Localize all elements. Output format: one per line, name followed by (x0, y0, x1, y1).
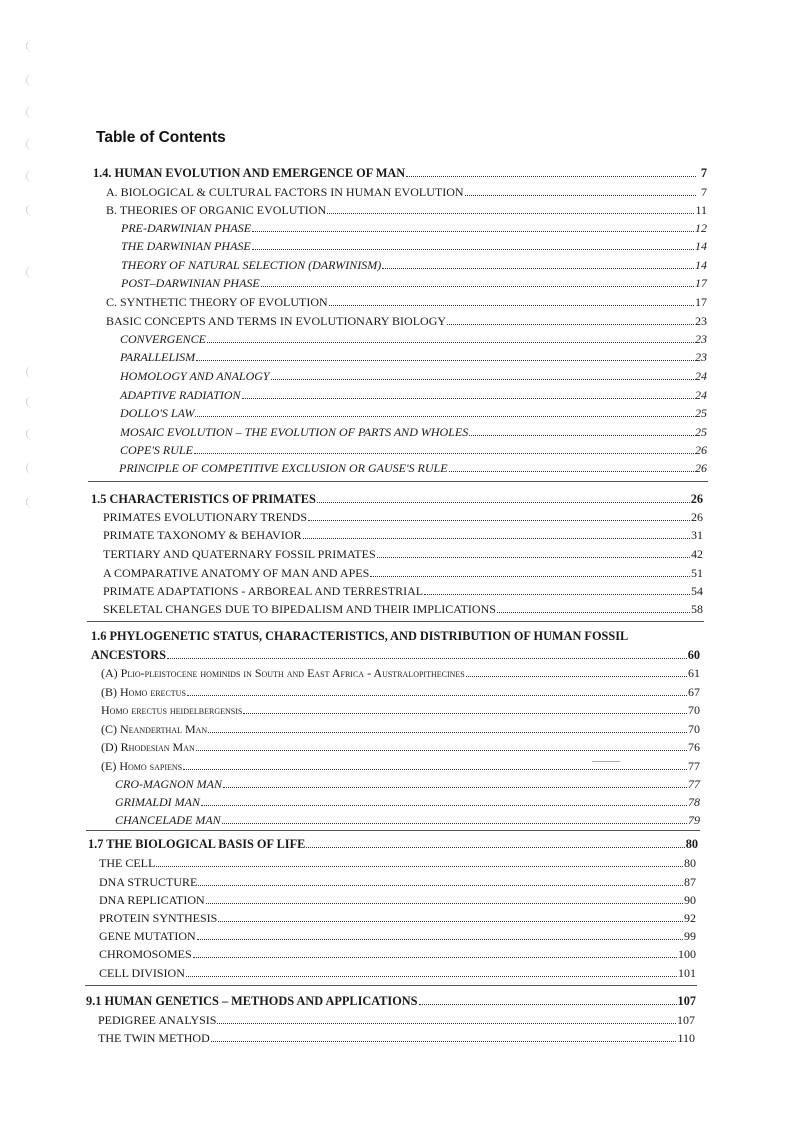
toc-entry[interactable] (106, 203, 707, 217)
section-divider (87, 621, 704, 622)
toc-entry[interactable] (101, 666, 700, 680)
dot-leader (447, 323, 694, 325)
toc-entry-label: SKELETAL CHANGES DUE TO BIPEDALISM AND THEIR IMPLICATIONS (103, 602, 496, 616)
toc-page-number: 99 (684, 929, 696, 943)
section-divider (88, 481, 708, 482)
toc-entry-label: (C) Neanderthal Man (101, 722, 208, 736)
toc-page-number: 42 (691, 547, 703, 561)
toc-page-number: 17 (695, 295, 707, 309)
toc-entry-label: MOSAIC EVOLUTION – THE EVOLUTION OF PARTS AND WHOLES (120, 425, 469, 439)
toc-entry[interactable] (103, 528, 703, 542)
dot-leader (223, 786, 687, 788)
toc-entry-label: THE DARWINIAN PHASE (121, 239, 251, 253)
toc-entry-label: DOLLO'S LAW (120, 406, 195, 420)
dot-leader (449, 470, 694, 472)
toc-entry-label: CHROMOSOMES (99, 947, 192, 961)
toc-entry-label: POST–DARWINIAN PHASE (121, 276, 260, 290)
toc-page-number: 25 (695, 425, 707, 439)
toc-entry[interactable] (120, 443, 707, 457)
toc-heading-9-1[interactable] (86, 994, 696, 1008)
toc-page-number: 67 (688, 685, 700, 699)
dot-leader (303, 537, 691, 539)
toc-entry-label: BASIC CONCEPTS AND TERMS IN EVOLUTIONARY BIOLOGY (106, 314, 447, 328)
dot-leader (207, 341, 694, 343)
toc-page-number: 7 (701, 185, 707, 199)
toc-entry[interactable] (98, 1013, 695, 1027)
dot-leader (206, 902, 683, 904)
toc-page-number: 78 (688, 795, 700, 809)
dot-leader (329, 304, 694, 306)
toc-entry-label: (E) Homo sapiens (101, 759, 183, 773)
dot-leader (196, 749, 687, 751)
toc-heading-1-5[interactable] (91, 492, 703, 506)
toc-entry-label: (A) Plio-pleistocene hominids in South and East Africa - Australopithecines (101, 666, 465, 680)
dot-leader (370, 575, 690, 577)
dot-leader (183, 768, 687, 770)
dot-leader (222, 822, 687, 824)
toc-entry[interactable] (101, 722, 700, 736)
toc-heading-label: 1.5 CHARACTERISTICS OF PRIMATES (91, 492, 316, 506)
dot-leader (187, 694, 687, 696)
toc-page-number: 100 (678, 947, 696, 961)
toc-entry[interactable] (99, 856, 696, 870)
dot-leader (271, 378, 694, 380)
toc-page-number: 70 (688, 722, 700, 736)
toc-heading-1-7[interactable] (88, 837, 698, 851)
toc-entry-label: CRO-MAGNON MAN (115, 777, 222, 791)
toc-entry[interactable] (119, 461, 707, 475)
toc-entry-label: CELL DIVISION (99, 966, 185, 980)
toc-entry-label: THEORY OF NATURAL SELECTION (DARWINISM) (121, 258, 382, 272)
toc-entry-label: (D) Rhodesian Man (101, 740, 195, 754)
toc-entry[interactable] (101, 685, 700, 699)
toc-entry[interactable] (103, 584, 703, 598)
dot-leader (406, 175, 696, 177)
toc-entry-label: COPE'S RULE (120, 443, 193, 457)
toc-entry[interactable] (106, 295, 707, 309)
toc-entry-label: DNA REPLICATION (99, 893, 205, 907)
toc-entry[interactable] (103, 547, 703, 561)
toc-page-number: 92 (684, 911, 696, 925)
toc-entry[interactable] (120, 388, 707, 402)
dot-leader (382, 267, 694, 269)
toc-entry-label: PRIMATE ADAPTATIONS - ARBOREAL AND TERRESTRIAL (103, 584, 424, 598)
toc-entry-label: CONVERGENCE (120, 332, 206, 346)
toc-page-number: 101 (678, 966, 696, 980)
toc-entry[interactable] (120, 332, 707, 346)
toc-entry[interactable] (121, 221, 707, 235)
toc-heading-label: ANCESTORS (91, 648, 166, 662)
dot-leader (218, 920, 683, 922)
toc-entry-label: Homo erectus heidelbergensis (101, 703, 243, 717)
toc-entry-label: A COMPARATIVE ANATOMY OF MAN AND APES (103, 566, 370, 580)
toc-page-number: 24 (695, 388, 707, 402)
toc-entry-label: B. THEORIES OF ORGANIC EVOLUTION (106, 203, 327, 217)
toc-entry[interactable] (99, 911, 696, 925)
toc-page-number: 12 (695, 221, 707, 235)
dot-leader (327, 212, 694, 214)
toc-heading-label: 1.4. HUMAN EVOLUTION AND EMERGENCE OF MAN (93, 166, 406, 180)
toc-page-number: 77 (688, 777, 700, 791)
toc-entry[interactable] (121, 258, 707, 272)
page-title: Table of Contents (96, 129, 226, 146)
dot-leader (186, 975, 677, 977)
toc-page-number: 76 (688, 740, 700, 754)
dot-leader (306, 846, 684, 848)
toc-entry[interactable] (121, 239, 707, 253)
dot-leader (242, 397, 694, 399)
toc-page-number: 23 (695, 350, 707, 364)
dot-leader (465, 194, 696, 196)
toc-entry[interactable] (101, 740, 700, 754)
toc-page-number: 70 (688, 703, 700, 717)
toc-page-number: 54 (691, 584, 703, 598)
scan-mark (592, 761, 620, 762)
dot-leader (497, 611, 690, 613)
toc-page-number: 24 (695, 369, 707, 383)
toc-page-number: 17 (695, 276, 707, 290)
dot-leader (195, 415, 694, 417)
toc-entry-label: GENE MUTATION (99, 929, 196, 943)
toc-page-number: 58 (691, 602, 703, 616)
toc-entry-label: (B) Homo erectus (101, 685, 186, 699)
toc-heading-label: 1.7 THE BIOLOGICAL BASIS OF LIFE (88, 837, 306, 851)
dot-leader (317, 501, 690, 503)
dot-leader (261, 285, 694, 287)
toc-entry[interactable] (103, 566, 703, 580)
toc-entry[interactable] (115, 795, 700, 809)
toc-entry[interactable] (101, 703, 700, 717)
toc-page-number: 23 (695, 332, 707, 346)
toc-page-number: 31 (691, 528, 703, 542)
dot-leader (377, 556, 690, 558)
dot-leader (252, 230, 694, 232)
toc-entry[interactable] (115, 777, 700, 791)
dot-leader (197, 938, 683, 940)
toc-heading-1-6[interactable] (91, 648, 700, 662)
dot-leader (466, 675, 687, 677)
toc-entry[interactable] (106, 314, 707, 328)
toc-entry-label: PRIMATE TAXONOMY & BEHAVIOR (103, 528, 302, 542)
toc-entry-label: THE TWIN METHOD (98, 1031, 210, 1045)
toc-heading-1-6-line1[interactable]: 1.6 PHYLOGENETIC STATUS, CHARACTERISTICS, AND DISTRIBUTION OF HUMAN FOSSIL (91, 629, 629, 643)
toc-entry[interactable] (120, 406, 707, 420)
dot-leader (198, 884, 683, 886)
toc-page-number: 14 (695, 239, 707, 253)
toc-entry[interactable] (103, 510, 703, 524)
dot-leader (211, 1040, 677, 1042)
toc-page-number: 110 (677, 1031, 695, 1045)
dot-leader (156, 865, 683, 867)
toc-page-number: 61 (688, 666, 700, 680)
toc-page-number: 79 (688, 813, 700, 827)
dot-leader (469, 434, 694, 436)
toc-page-number: 26 (695, 461, 707, 475)
toc-entry[interactable] (106, 185, 707, 199)
toc-entry-label: THE CELL (99, 856, 156, 870)
toc-page-number: 23 (695, 314, 707, 328)
toc-entry-label: PROTEIN SYNTHESIS (99, 911, 218, 925)
dot-leader (252, 248, 694, 250)
toc-entry-label: CHANCELADE MAN (115, 813, 221, 827)
toc-page-number: 26 (690, 492, 703, 506)
dot-leader (201, 804, 687, 806)
toc-page-number: 107 (677, 994, 696, 1008)
toc-entry[interactable] (98, 1031, 695, 1045)
section-divider (85, 985, 697, 986)
toc-entry[interactable] (103, 602, 703, 616)
toc-page-number: 77 (688, 759, 700, 773)
toc-entry-label: PRINCIPLE OF COMPETITIVE EXCLUSION OR GAUSE'S RULE (119, 461, 448, 475)
dot-leader (196, 359, 694, 361)
toc-entry-label: C. SYNTHETIC THEORY OF EVOLUTION (106, 295, 328, 309)
toc-entry-label: PRE-DARWINIAN PHASE (121, 221, 252, 235)
toc-entry-label: ADAPTIVE RADIATION (120, 388, 241, 402)
toc-entry[interactable] (121, 276, 707, 290)
toc-entry-label: GRIMALDI MAN (115, 795, 200, 809)
dot-leader (308, 519, 690, 521)
dot-leader (208, 731, 687, 733)
toc-page-number: 7 (700, 166, 707, 180)
toc-entry[interactable] (99, 893, 696, 907)
section-divider (86, 830, 700, 831)
toc-page-number: 26 (695, 443, 707, 457)
toc-entry-label: PRIMATES EVOLUTIONARY TRENDS (103, 510, 308, 524)
toc-entry[interactable] (99, 947, 696, 961)
dot-leader (424, 593, 690, 595)
toc-page-number: 107 (677, 1013, 695, 1027)
toc-entry[interactable] (120, 350, 707, 364)
toc-entry[interactable] (99, 875, 696, 889)
toc-heading-1-4[interactable] (93, 166, 707, 180)
toc-page-number: 80 (685, 837, 698, 851)
toc-page-number: 26 (691, 510, 703, 524)
toc-entry[interactable] (120, 425, 707, 439)
toc-page-number: 60 (687, 648, 700, 662)
toc-heading-label: 9.1 HUMAN GENETICS – METHODS AND APPLICATIONS (86, 994, 418, 1008)
toc-entry[interactable] (115, 813, 700, 827)
dot-leader (194, 452, 694, 454)
toc-entry-label: PARALLELISM (120, 350, 196, 364)
toc-page-number: 80 (684, 856, 696, 870)
toc-entry[interactable] (99, 966, 696, 980)
toc-page-number: 87 (684, 875, 696, 889)
toc-entry-label: A. BIOLOGICAL & CULTURAL FACTORS IN HUMAN EVOLUTION (106, 185, 464, 199)
dot-leader (243, 712, 687, 714)
toc-page-number: 14 (695, 258, 707, 272)
dot-leader (217, 1022, 676, 1024)
toc-entry-label: HOMOLOGY AND ANALOGY (120, 369, 270, 383)
toc-page-number: 51 (691, 566, 703, 580)
dot-leader (419, 1003, 677, 1005)
toc-entry-label: DNA STRUCTURE (99, 875, 198, 889)
toc-entry-label: PEDIGREE ANALYSIS (98, 1013, 217, 1027)
toc-page-number: 11 (695, 203, 707, 217)
toc-entry[interactable] (99, 929, 696, 943)
toc-entry-label: TERTIARY AND QUATERNARY FOSSIL PRIMATES (103, 547, 376, 561)
dot-leader (167, 657, 687, 659)
dot-leader (193, 956, 677, 958)
toc-entry[interactable] (120, 369, 707, 383)
toc-page-number: 25 (695, 406, 707, 420)
toc-page-number: 90 (684, 893, 696, 907)
